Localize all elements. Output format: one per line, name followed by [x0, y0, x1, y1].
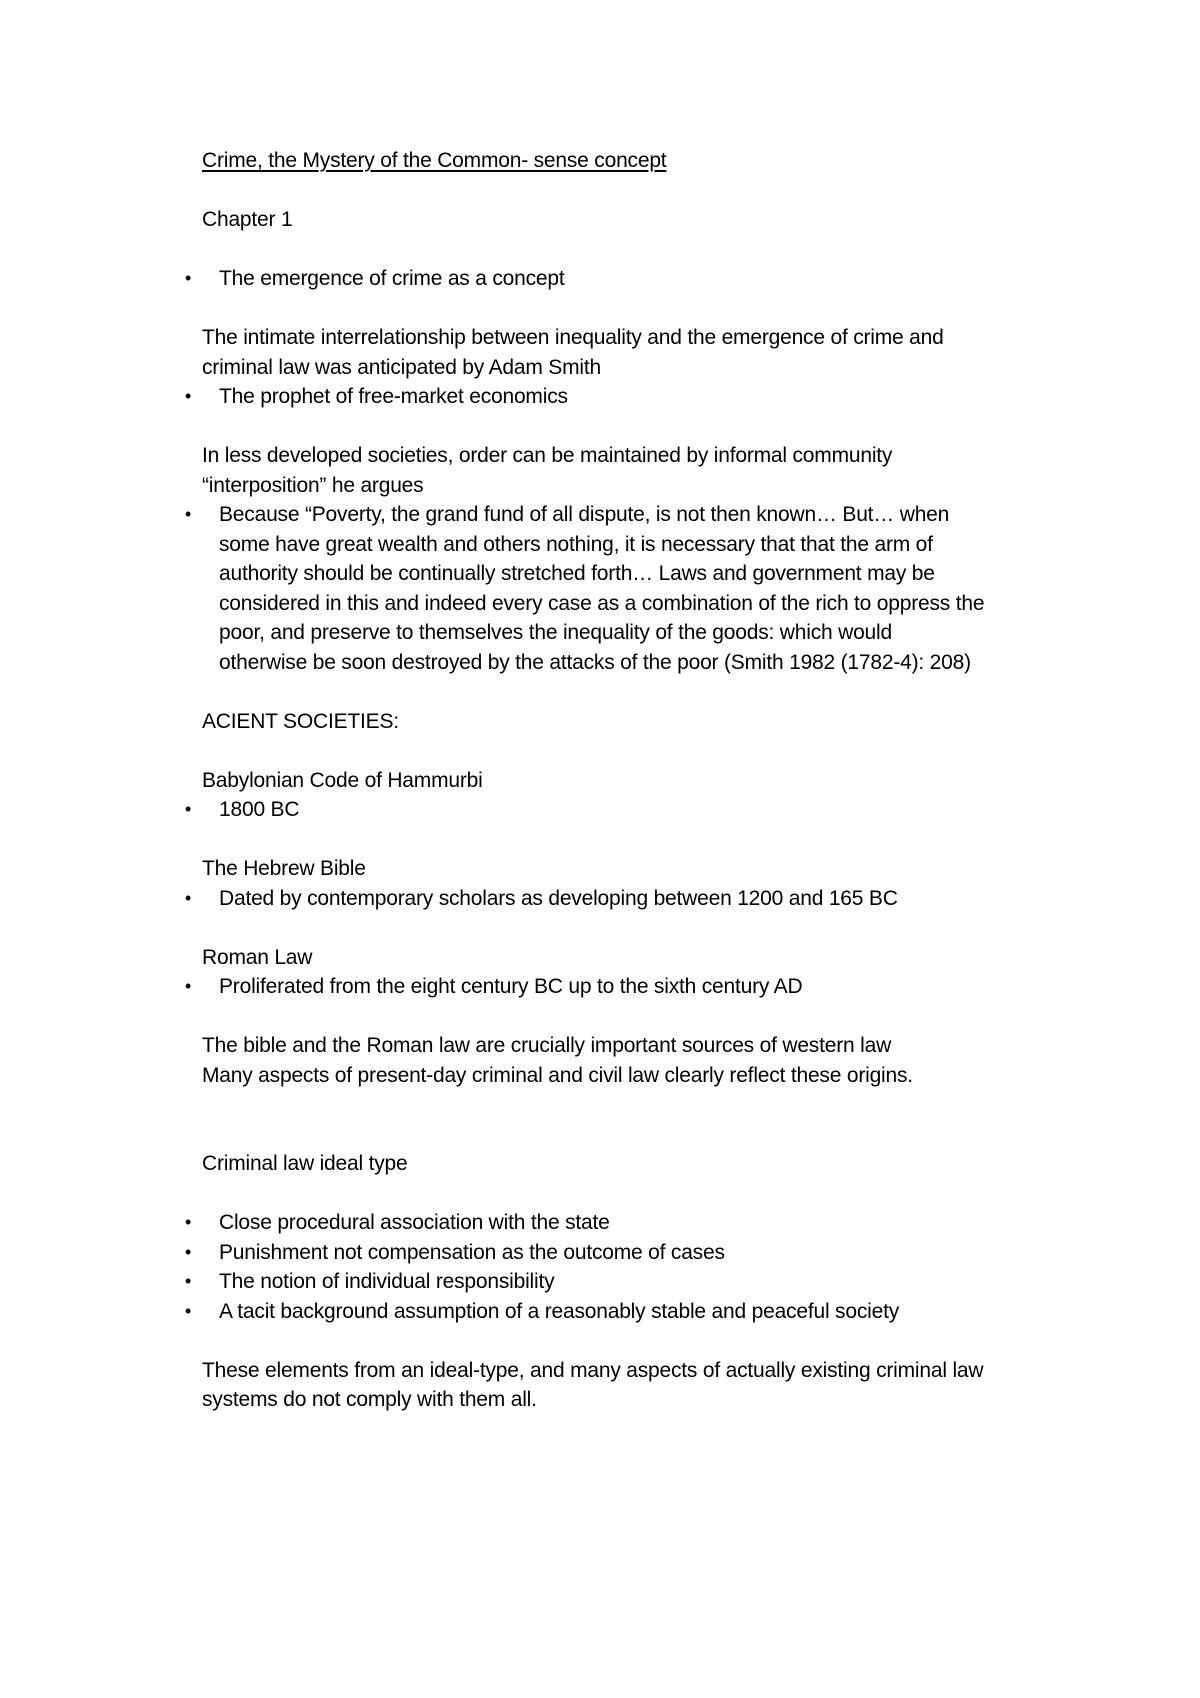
bullet-icon: • — [185, 1241, 192, 1262]
bullet-icon: • — [185, 1212, 192, 1232]
quote-line: some have great wealth and others nothing, it is necessary that that the arm of — [219, 532, 933, 556]
quote-line: considered in this and indeed every case as a combination of the rich to oppress the — [219, 591, 985, 615]
bullet-text: Proliferated from the eight century BC up to the sixth century AD — [219, 975, 803, 998]
bullet-item — [185, 972, 1082, 1002]
subheading: Roman Law — [202, 945, 313, 969]
bullet-item — [185, 884, 1082, 914]
bullet-icon: • — [185, 1300, 192, 1321]
bullet-text: Dated by contemporary scholars as developing between 1200 and 165 BC — [219, 886, 898, 910]
bullet-icon: • — [185, 799, 192, 819]
subheading: Babylonian Code of Hammurbi — [202, 768, 483, 792]
bullet-text: Punishment not compensation as the outcome of cases — [219, 1240, 725, 1264]
quote-line: Because “Poverty, the grand fund of all dispute, is not then known… But… when — [219, 503, 950, 526]
bullet-text: A tacit background assumption of a reasonably stable and peaceful society — [219, 1299, 899, 1323]
bullet-item — [185, 264, 1082, 294]
paragraph-line: The bible and the Roman law are crucially important sources of western law — [202, 1034, 892, 1057]
paragraph-line: systems do not comply with them all. — [202, 1388, 537, 1411]
section-heading: ACIENT SOCIETIES: — [202, 709, 399, 733]
bullet-item — [185, 1238, 1082, 1268]
bullet-text: The emergence of crime as a concept — [219, 267, 565, 290]
bullet-item — [185, 1297, 1082, 1327]
subheading: The Hebrew Bible — [202, 857, 366, 880]
paragraph-line: “interposition” he argues — [202, 473, 424, 497]
bullet-text: The prophet of free-market economics — [219, 385, 568, 408]
bullet-icon: • — [185, 386, 192, 406]
bullet-text: 1800 BC — [219, 798, 300, 821]
bullet-icon: • — [185, 976, 192, 996]
quote-line: poor, and preserve to themselves the inequality of the goods: which would — [219, 621, 892, 644]
section-heading: Criminal law ideal type — [202, 1152, 408, 1175]
document-title: Crime, the Mystery of the Common- sense concept — [202, 149, 667, 172]
paragraph-line: The intimate interrelationship between inequality and the emergence of crime and — [202, 326, 944, 349]
quote-line: authority should be continually stretched forth… Laws and government may be — [219, 562, 935, 585]
quote-bullet-item — [185, 500, 1082, 677]
bullet-icon: • — [185, 268, 192, 288]
bullet-item — [185, 795, 1082, 825]
paragraph-line: These elements from an ideal-type, and many aspects of actually existing criminal law — [202, 1358, 984, 1382]
bullet-icon: • — [185, 504, 192, 524]
bullet-text: The notion of individual responsibility — [219, 1270, 555, 1293]
bullet-item — [185, 1267, 1082, 1297]
chapter-heading: Chapter 1 — [202, 208, 293, 231]
paragraph-line: criminal law was anticipated by Adam Smith — [202, 355, 601, 379]
bullet-text: Close procedural association with the state — [219, 1211, 610, 1234]
bullet-icon: • — [185, 1271, 192, 1291]
quote-line: otherwise be soon destroyed by the attacks of the poor (Smith 1982 (1782-4): 208) — [219, 650, 971, 674]
bullet-icon: • — [185, 887, 192, 908]
paragraph-line: Many aspects of present-day criminal and civil law clearly reflect these origins. — [202, 1063, 913, 1087]
bullet-item — [185, 382, 1082, 412]
document-body — [185, 146, 1082, 1415]
paragraph-line: In less developed societies, order can be maintained by informal community — [202, 444, 893, 467]
bullet-item — [185, 1208, 1082, 1238]
